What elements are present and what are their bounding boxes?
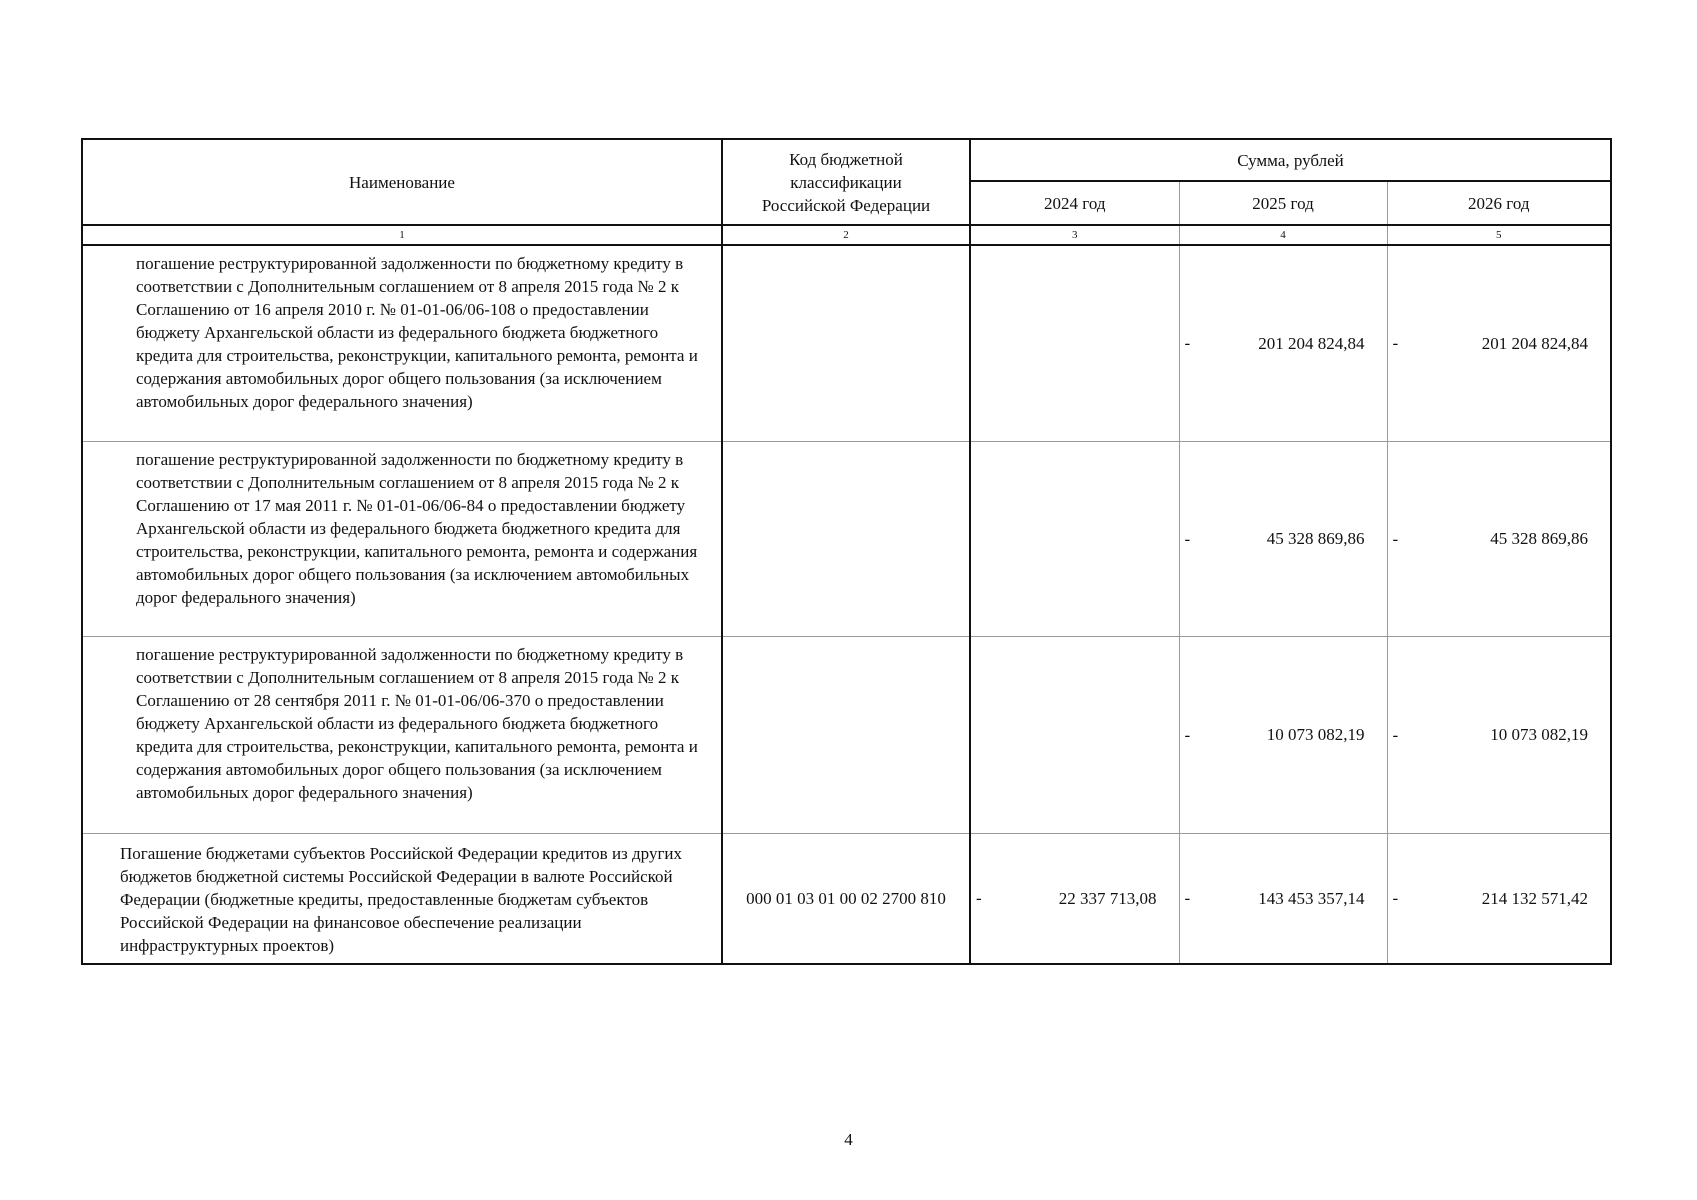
amount-sign: - — [1184, 333, 1191, 353]
amount-2025 — [1179, 833, 1387, 964]
amount-sign: - — [1392, 529, 1399, 548]
amount-value: 45 328 869,86 — [1490, 529, 1589, 548]
amount-sign: - — [1392, 725, 1399, 744]
row-code: 000 01 03 01 00 02 2700 810 — [722, 833, 970, 964]
amount-2024 — [970, 833, 1179, 964]
row-code — [722, 245, 970, 441]
amount-sign: - — [1184, 888, 1191, 908]
amount-value: 201 204 824,84 — [1481, 333, 1589, 353]
row-code — [722, 441, 970, 636]
amount-2026 — [1387, 441, 1611, 636]
header-code-line2: классификации — [790, 172, 902, 192]
amount-sign: - — [1392, 888, 1399, 908]
header-code-line1: Код бюджетной — [789, 149, 903, 169]
amount-value: 143 453 357,14 — [1258, 888, 1365, 908]
header-year-2025: 2025 год — [1179, 181, 1387, 225]
row-code — [722, 636, 970, 833]
header-code-line3: Российской Федерации — [761, 195, 931, 215]
amount-value: 214 132 571,42 — [1481, 888, 1589, 908]
amount-value: 45 328 869,86 — [1266, 529, 1365, 548]
column-number-3: 3 — [970, 225, 1179, 245]
amount-2026 — [1387, 636, 1611, 833]
amount-sign: - — [1392, 333, 1399, 353]
amount-2024 — [970, 245, 1179, 441]
amount-value: 10 073 082,19 — [1266, 725, 1365, 744]
table-row — [82, 636, 1611, 833]
row-name: Погашение бюджетами субъектов Российской Федерации кредитов из других бюджетов бюджетной системы Российской Федерации в валюте Российской Федерации (бюджетные кредиты, предоставленные бюджетам субъектов Российской Федерации на финансовое обеспечение реализации инфраструктурных проектов) — [82, 833, 722, 964]
row-name: погашение реструктурированной задолженности по бюджетному кредиту в соответствии с Дополнительным соглашением от 8 апреля 2015 года № 2 к Соглашению от 16 апреля 2010 г. № 01-01-06/06-108 о предоставлении бюджету Архангельской области из федерального бюджета бюджетного кредита для строительства, реконструкции, капитального ремонта, ремонта и содержания автомобильных дорог общего пользования (за исключением автомобильных дорог федерального значения) — [82, 245, 722, 441]
amount-2024 — [970, 636, 1179, 833]
table-row — [82, 245, 1611, 441]
column-number-1: 1 — [82, 225, 722, 245]
column-number-4: 4 — [1179, 225, 1387, 245]
amount-value: 22 337 713,08 — [1058, 888, 1157, 908]
header-name: Наименование — [82, 139, 722, 225]
header-year-2024: 2024 год — [970, 181, 1179, 225]
row-name: погашение реструктурированной задолженности по бюджетному кредиту в соответствии с Дополнительным соглашением от 8 апреля 2015 года № 2 к Соглашению от 17 мая 2011 г. № 01-01-06/06-84 о предоставлении бюджету Архангельской области из федерального бюджета бюджетного кредита для строительства, реконструкции, капитального ремонта, ремонта и содержания автомобильных дорог общего пользования (за исключением автомобильных дорог федерального значения) — [82, 441, 722, 636]
amount-value: 10 073 082,19 — [1490, 725, 1589, 744]
amount-value: 201 204 824,84 — [1258, 333, 1365, 353]
amount-2024 — [970, 441, 1179, 636]
amount-sign: - — [1184, 529, 1191, 548]
header-year-2026: 2026 год — [1387, 181, 1611, 225]
amount-2026 — [1387, 245, 1611, 441]
amount-2025 — [1179, 245, 1387, 441]
budget-table — [81, 138, 1612, 965]
table-row — [82, 833, 1611, 964]
amount-2026 — [1387, 833, 1611, 964]
amount-sign: - — [976, 888, 982, 908]
page-number: 4 — [844, 1130, 853, 1149]
column-number-2: 2 — [722, 225, 970, 245]
amount-2025 — [1179, 441, 1387, 636]
amount-2025 — [1179, 636, 1387, 833]
table-row — [82, 441, 1611, 636]
amount-sign: - — [1184, 725, 1191, 744]
column-number-5: 5 — [1387, 225, 1611, 245]
row-name: погашение реструктурированной задолженности по бюджетному кредиту в соответствии с Дополнительным соглашением от 8 апреля 2015 года № 2 к Соглашению от 28 сентября 2011 г. № 01-01-06/06-370 о предоставлении бюджету Архангельской области из федерального бюджета бюджетного кредита для строительства, реконструкции, капитального ремонта, ремонта и содержания автомобильных дорог общего пользования (за исключением автомобильных дорог федерального значения) — [82, 636, 722, 833]
header-code — [722, 139, 970, 225]
header-sum: Сумма, рублей — [970, 139, 1611, 181]
